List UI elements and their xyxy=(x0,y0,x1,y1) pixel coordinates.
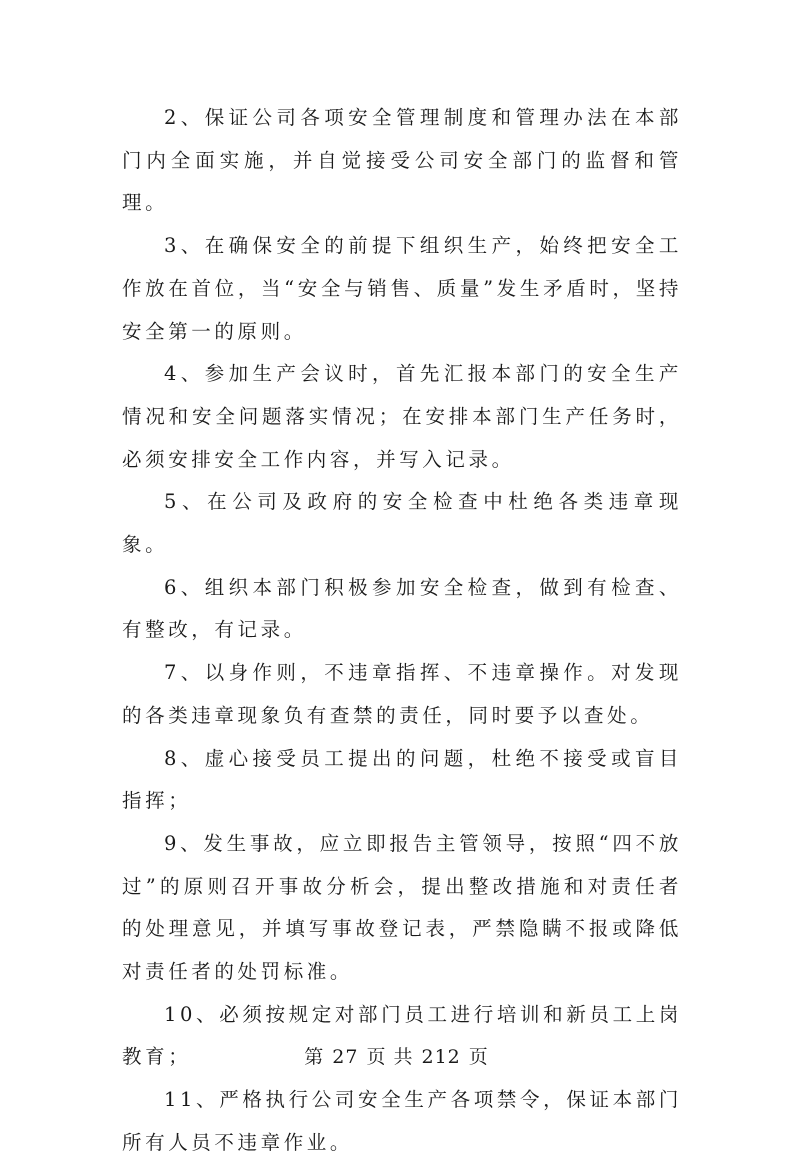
paragraph-5: 5、在公司及政府的安全检查中杜绝各类违章现象。 xyxy=(122,490,682,557)
document-body xyxy=(122,97,682,1165)
paragraph-10: 10、必须按规定对部门员工进行培训和新员工上岗教育； xyxy=(122,1002,682,1069)
footer-suffix: 页 xyxy=(468,1046,489,1068)
page-number-footer xyxy=(0,1042,793,1069)
footer-prefix: 第 xyxy=(304,1046,325,1068)
paragraph-9: 9、发生事故，应立即报告主管领导，按照“四不放过”的原则召开事故分析会，提出整改措施和对责任者的处理意见，并填写事故登记表，严禁隐瞒不报或降低对责任者的处罚标准。 xyxy=(122,831,682,984)
paragraph-11: 11、严格执行公司安全生产各项禁令，保证本部门所有人员不违章作业。 xyxy=(122,1088,682,1154)
paragraph-7: 7、以身作则，不违章指挥、不违章操作。对发现的各类违章现象负有查禁的责任，同时要予以查处。 xyxy=(122,661,682,727)
paragraph-8: 8、虚心接受员工提出的问题，杜绝不接受或盲目指挥； xyxy=(122,746,682,813)
footer-mid: 页 共 xyxy=(366,1046,414,1068)
paragraph-3: 3、在确保安全的前提下组织生产，始终把安全工作放在首位，当“安全与销售、质量”发生矛盾时，坚持安全第一的原则。 xyxy=(122,234,682,343)
paragraph-6: 6、组织本部门积极参加安全检查，做到有检查、有整改，有记录。 xyxy=(122,575,682,642)
total-pages-number: 212 xyxy=(421,1046,461,1068)
paragraph-4: 4、参加生产会议时，首先汇报本部门的安全生产情况和安全问题落实情况；在安排本部门生产任务时，必须安排安全工作内容，并写入记录。 xyxy=(122,362,682,471)
paragraph-2: 2、保证公司各项安全管理制度和管理办法在本部门内全面实施，并自觉接受公司安全部门的监督和管理。 xyxy=(122,106,682,215)
current-page-number: 27 xyxy=(332,1046,359,1068)
